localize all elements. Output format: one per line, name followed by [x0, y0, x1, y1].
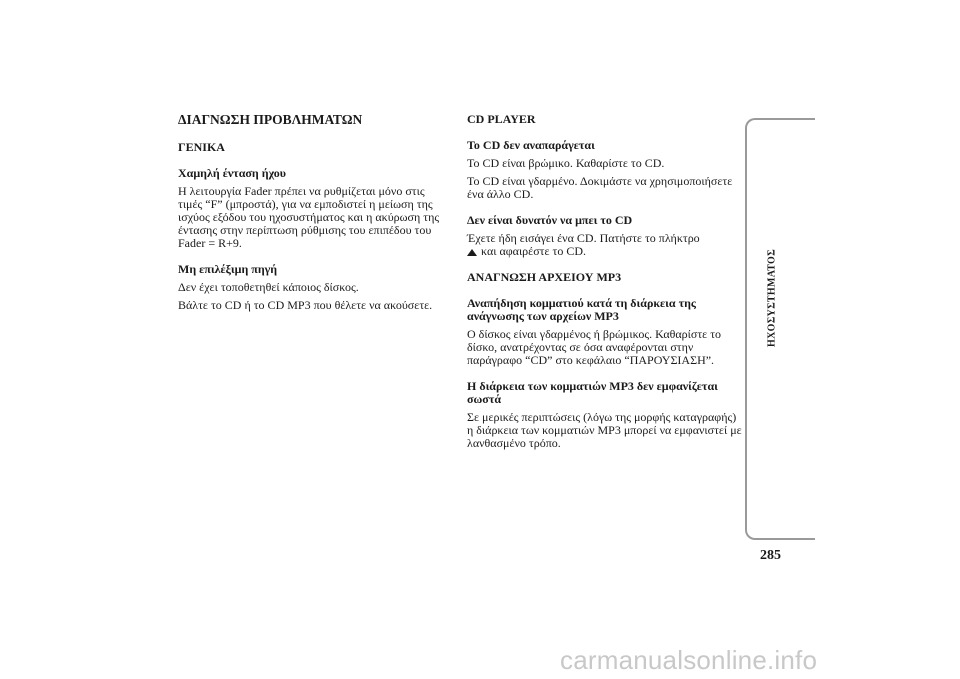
page-number: 285 — [760, 548, 781, 563]
section-heading-mp3: ΑΝΑΓΝΩΣΗ ΑΡΧΕΙΟΥ MP3 — [467, 270, 622, 284]
chapter-side-label — [766, 228, 778, 368]
heading-track-skip: Αναπήδηση κομματιού κατά τη διάρκεια της ανάγνωσης των αρχείων MP3 — [467, 296, 696, 323]
paragraph-press-eject-a: Έχετε ήδη εισάγει ένα CD. Πατήστε το πλήκτρο — [467, 231, 700, 245]
left-column — [178, 113, 450, 317]
paragraph-cd-dirty: Το CD είναι βρώμικο. Καθαρίστε το CD. — [467, 156, 665, 170]
eject-icon — [467, 249, 477, 256]
page-title: ΔΙΑΓΝΩΣΗ ΠΡΟΒΛΗΜΑΤΩΝ — [178, 112, 363, 127]
section-heading-cd-player: CD PLAYER — [467, 112, 536, 126]
heading-source-not-selectable: Μη επιλέξιμη πηγή — [178, 262, 278, 276]
heading-cd-not-playing: Το CD δεν αναπαράγεται — [467, 138, 595, 152]
paragraph-press-eject — [467, 232, 742, 258]
right-column — [467, 113, 742, 455]
watermark: carmanualsonline.info — [560, 645, 818, 675]
heading-duration-wrong: Η διάρκεια των κομματιών MP3 δεν εμφανίζεται σωστά — [467, 379, 718, 406]
paragraph-insert-cd: Βάλτε το CD ή το CD MP3 που θέλετε να ακούσετε. — [178, 298, 433, 312]
heading-cd-cannot-insert: Δεν είναι δυνατόν να μπει το CD — [467, 213, 633, 227]
paragraph-no-disc: Δεν έχει τοποθετηθεί κάποιος δίσκος. — [178, 280, 359, 294]
chapter-side-label-text: ΗΧΟΣΥΣΤΗΜΑΤΟΣ — [766, 249, 778, 347]
paragraph-low-volume: Η λειτουργία Fader πρέπει να ρυθμίζεται μόνο στις τιμές “F” (μπροστά), για να εμποδιστεί η μείωση της ισχύος εξόδου του ηχοσυστήματος και η ακύρωση της έντασης στην περίπτωση ρύθμισης του επιπέδου του Fader = R+9. — [178, 184, 440, 250]
paragraph-duration-wrong: Σε μερικές περιπτώσεις (λόγω της μορφής καταγραφής) η διάρκεια των κομματιών MP3 μπορεί να εμφανιστεί με λανθασμένο τρόπο. — [467, 410, 742, 450]
heading-low-volume: Χαμηλή ένταση ήχου — [178, 166, 286, 180]
paragraph-track-skip: Ο δίσκος είναι γδαρμένος ή βρώμικος. Καθαρίστε το δίσκο, ανατρέχοντας σε όσα αναφέρονται στην παράγραφο “CD” στο κεφάλαιο “ΠΑΡΟΥΣΙΑΣΗ”. — [467, 327, 722, 367]
paragraph-cd-scratched: Το CD είναι γδαρμένο. Δοκιμάστε να χρησιμοποιήσετε ένα άλλο CD. — [467, 174, 733, 201]
chapter-side-tab — [745, 118, 815, 540]
section-heading-general: ΓΕΝΙΚΑ — [178, 140, 225, 154]
paragraph-press-eject-b: και αφαιρέστε το CD. — [481, 244, 587, 258]
